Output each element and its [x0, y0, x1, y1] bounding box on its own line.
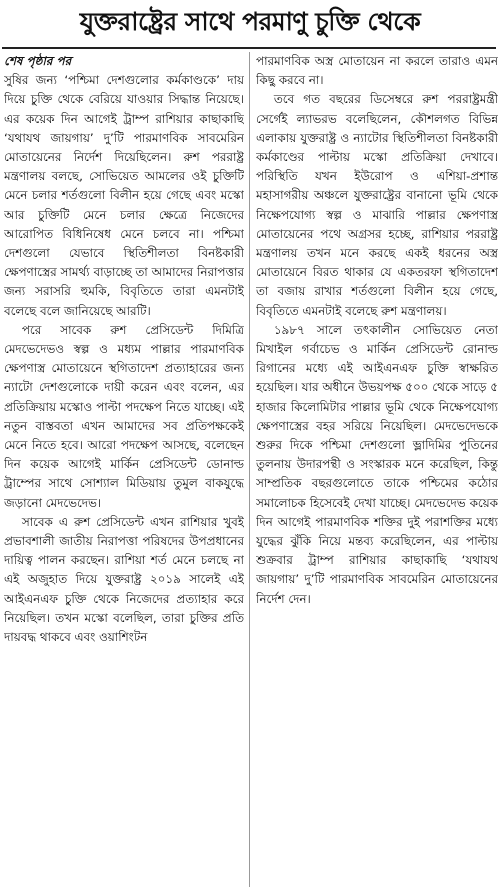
body-paragraph: সাবেক এ রুশ প্রেসিডেন্ট এখন রাশিয়ার খুবই প্রভাবশালী জাতীয় নিরাপত্তা পরিষদের উপপ্রধানের দায়িত্ব পালন করছেন। রাশিয়া শর্ত মেনে চলছে না এই অজুহাত দিয়ে যুক্তরাষ্ট্র ২০১৯ সালেই এই আইএনএফ চুক্তি থেকে নিজেদের প্রত্যাহার করে নিয়েছিল। তখন মস্কো বলেছিল, তারা চুক্তির প্রতি দায়বদ্ধ থাকবে এবং ওয়াশিংটন — [4, 514, 244, 645]
left-column — [4, 52, 244, 887]
right-column — [256, 52, 498, 887]
body-paragraph: পরে সাবেক রুশ প্রেসিডেন্ট দিমিত্রি মেদভেদেভও স্বল্প ও মধ্যম পাল্লার পারমাণবিক ক্ষেপণাস্ত্র মোতায়েনে স্থগিতাদেশ প্রত্যাহারের জন্য ন্যাটো দেশগুলোকে দায়ী করেন এবং বলেন, এর প্রতিক্রিয়ায় মস্কোও পাল্টা পদক্ষেপ নিতে যাচ্ছে। এই নতুন বাস্তবতা এখন আমাদের সব প্রতিপক্ষকেই মেনে নিতে হবে। আরো পদক্ষেপ আসছে, বলেছেন দিন কয়েক আগেই মার্কিন প্রেসিডেন্ট ডোনাল্ড ট্রাম্পের সাথে সোশ্যাল মিডিয়ায় তুমুল বাকযুদ্ধে জড়ানো মেদভেদেভ। — [4, 322, 244, 510]
body-paragraph: সুষির জন্য ‘পশ্চিমা দেশগুলোর কর্মকাণ্ডকে’ দায় দিয়ে চুক্তি থেকে বেরিয়ে যাওয়ার সিদ্ধান্ত নিয়েছে। এর কয়েক দিন আগেই ট্রাম্প রাশিয়ার কাছাকাছি ‘যথাযথ জায়গায়’ দু’টি পারমাণবিক সাবমেরিন মোতায়েনের নির্দেশ দিয়েছিলেন। রুশ পররাষ্ট্র মন্ত্রণালয় বলছে, সোভিয়েত আমলের ওই চুক্তিটি মেনে চলার শর্তগুলো বিলীন হয়ে গেছে এবং মস্কো আর চুক্তিটি মেনে চলার ক্ষেত্রে নিজেদের আরোপিত বিধিনিষেধ মেনে চলবে না। পশ্চিমা দেশগুলো যেভাবে স্থিতিশীলতা বিনষ্টকারী ক্ষেপণাস্ত্রের সামর্থ্য বাড়াচ্ছে তা আমাদের নিরাপত্তার জন্য সরাসরি হুমকি, বিবৃতিতে তারা এমনটাই বলেছে বলে জানিয়েছে আরটি। — [4, 73, 244, 318]
headline-rule — [2, 47, 496, 49]
column-divider — [249, 52, 250, 887]
headline: যুক্তরাষ্ট্রের সাথে পরমাণু চুক্তি থেকে — [79, 7, 421, 36]
body-paragraph: ১৯৮৭ সালে তৎকালীন সোভিয়েত নেতা মিখাইল গর্বাচেভ ও মার্কিন প্রেসিডেন্ট রোনাল্ড রিগানের মধ্যে এই আইএনএফ চুক্তি স্বাক্ষরিত হয়েছিল। যার অধীনে উভয়পক্ষ ৫০০ থেকে সাড়ে ৫ হাজার কিলোমিটার পাল্লার ভূমি থেকে নিক্ষেপযোগ্য ক্ষেপণাস্ত্রের বহর সরিয়ে নিয়েছিল। মেদভেদেভকে শুরুর দিকে পশ্চিমা দেশগুলো ভ্লাদিমির পুতিনের তুলনায় উদারপন্থী ও সংস্কারক মনে করেছিল, কিন্তু সাম্প্রতিক বছরগুলোতে তাকে পশ্চিমের কঠোর সমালোচক হিসেবেই দেখা যাচ্ছে। মেদভেদেভ কয়েক দিন আগেই পারমাণবিক শক্তির দুই পরাশক্তির মধ্যে যুদ্ধের ঝুঁকি নিয়ে মন্তব্য করেছিলেন, এর পাল্টায় শুক্রবার ট্রাম্প রাশিয়ার কাছাকাছি ‘যথাযথ জায়গায়’ দু’টি পারমাণবিক সাবমেরিন মোতায়েনের নির্দেশ দেন। — [256, 322, 498, 606]
body-paragraph: পারমাণবিক অস্ত্র মোতায়েন না করলে তারাও এমন কিছু করবে না। — [256, 54, 498, 88]
continuation-kicker: শেষ পৃষ্ঠার পর — [4, 54, 72, 68]
body-paragraph: তবে গত বছরের ডিসেম্বরে রুশ পররাষ্ট্রমন্ত্রী সের্গেই ল্যাভরভ বলেছিলেন, কৌশলগত বিভিন্ন এলাকায় যুক্তরাষ্ট্র ও ন্যাটোর স্থিতিশীলতা বিনষ্টকারী কর্মকাণ্ডের পাল্টায় মস্কো প্রতিক্রিয়া দেখাবে। পরিস্থিতি যখন ইউরোপ ও এশিয়া-প্রশান্ত মহাসাগরীয় অঞ্চলে যুক্তরাষ্ট্রের বানানো ভূমি থেকে নিক্ষেপযোগ্য স্বল্প ও মাঝারি পাল্লার ক্ষেপণাস্ত্র মোতায়েনের পথে অগ্রসর হচ্ছে, রাশিয়ার পররাষ্ট্র মন্ত্রণালয় তখন মনে করছে একই ধরনের অস্ত্র মোতায়েনে বিরত থাকার যে একতরফা স্থগিতাদেশ তা বজায় রাখার শর্তগুলো বিলীন হয়ে গেছে, বিবৃতিতে এমনটাই বলেছে রুশ মন্ত্রণালয়। — [256, 92, 498, 318]
